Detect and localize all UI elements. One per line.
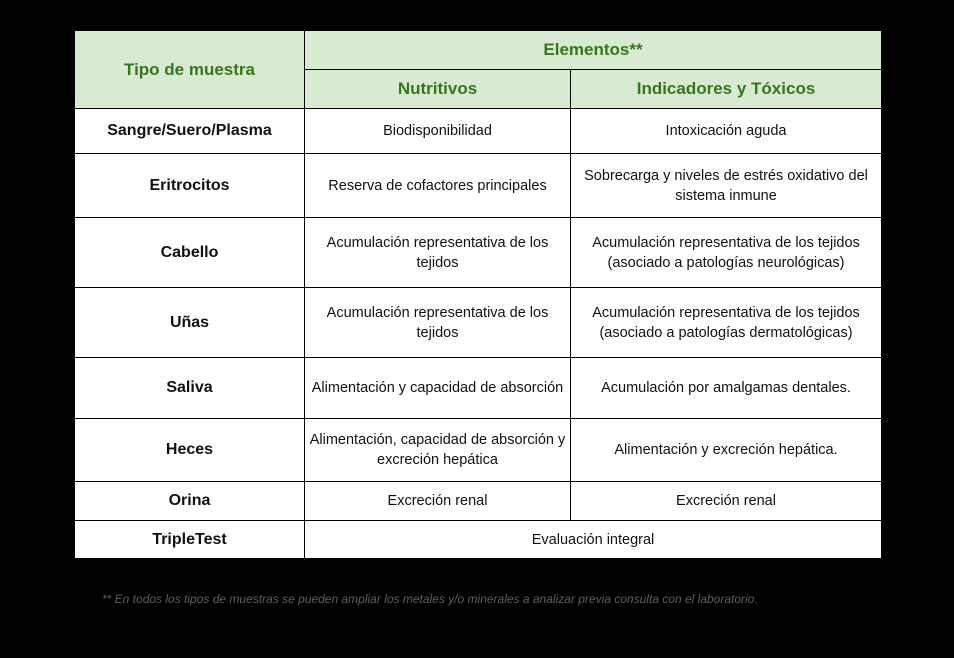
nutritive-cell: Excreción renal bbox=[305, 482, 571, 521]
indicators-cell: Acumulación por amalgamas dentales. bbox=[571, 358, 882, 419]
indicators-cell: Acumulación representativa de los tejidos (asociado a patologías neurológicas) bbox=[571, 218, 882, 288]
sample-type-cell: Heces bbox=[75, 419, 305, 482]
sample-type-cell: Cabello bbox=[75, 218, 305, 288]
nutritive-cell: Acumulación representativa de los tejidos bbox=[305, 288, 571, 358]
table-row bbox=[75, 218, 882, 288]
sample-type-cell: Sangre/Suero/Plasma bbox=[75, 109, 305, 154]
nutritive-cell: Alimentación, capacidad de absorción y excreción hepática bbox=[305, 419, 571, 482]
table-row bbox=[75, 521, 882, 559]
sample-type-cell: Eritrocitos bbox=[75, 154, 305, 218]
indicators-cell: Alimentación y excreción hepática. bbox=[571, 419, 882, 482]
nutritive-cell: Reserva de cofactores principales bbox=[305, 154, 571, 218]
table-row bbox=[75, 419, 882, 482]
sample-type-cell: TripleTest bbox=[75, 521, 305, 559]
indicators-cell: Acumulación representativa de los tejidos (asociado a patologías dermatológicas) bbox=[571, 288, 882, 358]
indicators-cell: Excreción renal bbox=[571, 482, 882, 521]
nutritive-cell: Acumulación representativa de los tejidos bbox=[305, 218, 571, 288]
sample-type-cell: Orina bbox=[75, 482, 305, 521]
header-elements: Elementos** bbox=[305, 31, 882, 70]
table-row bbox=[75, 154, 882, 218]
indicators-cell: Sobrecarga y niveles de estrés oxidativo del sistema inmune bbox=[571, 154, 882, 218]
footnote: ** En todos los tipos de muestras se pueden ampliar los metales y/o minerales a analizar previa consulta con el laboratorio. bbox=[102, 592, 758, 606]
indicators-cell: Intoxicación aguda bbox=[571, 109, 882, 154]
table-row bbox=[75, 109, 882, 154]
sample-type-cell: Uñas bbox=[75, 288, 305, 358]
nutritive-cell: Biodisponibilidad bbox=[305, 109, 571, 154]
sample-types-table bbox=[74, 30, 882, 559]
header-indicators: Indicadores y Tóxicos bbox=[571, 70, 882, 109]
table-row bbox=[75, 288, 882, 358]
merged-cell: Evaluación integral bbox=[305, 521, 882, 559]
header-nutritive: Nutritivos bbox=[305, 70, 571, 109]
sample-type-cell: Saliva bbox=[75, 358, 305, 419]
table-row bbox=[75, 358, 882, 419]
nutritive-cell: Alimentación y capacidad de absorción bbox=[305, 358, 571, 419]
table-row bbox=[75, 482, 882, 521]
header-sample-type: Tipo de muestra bbox=[75, 31, 305, 109]
